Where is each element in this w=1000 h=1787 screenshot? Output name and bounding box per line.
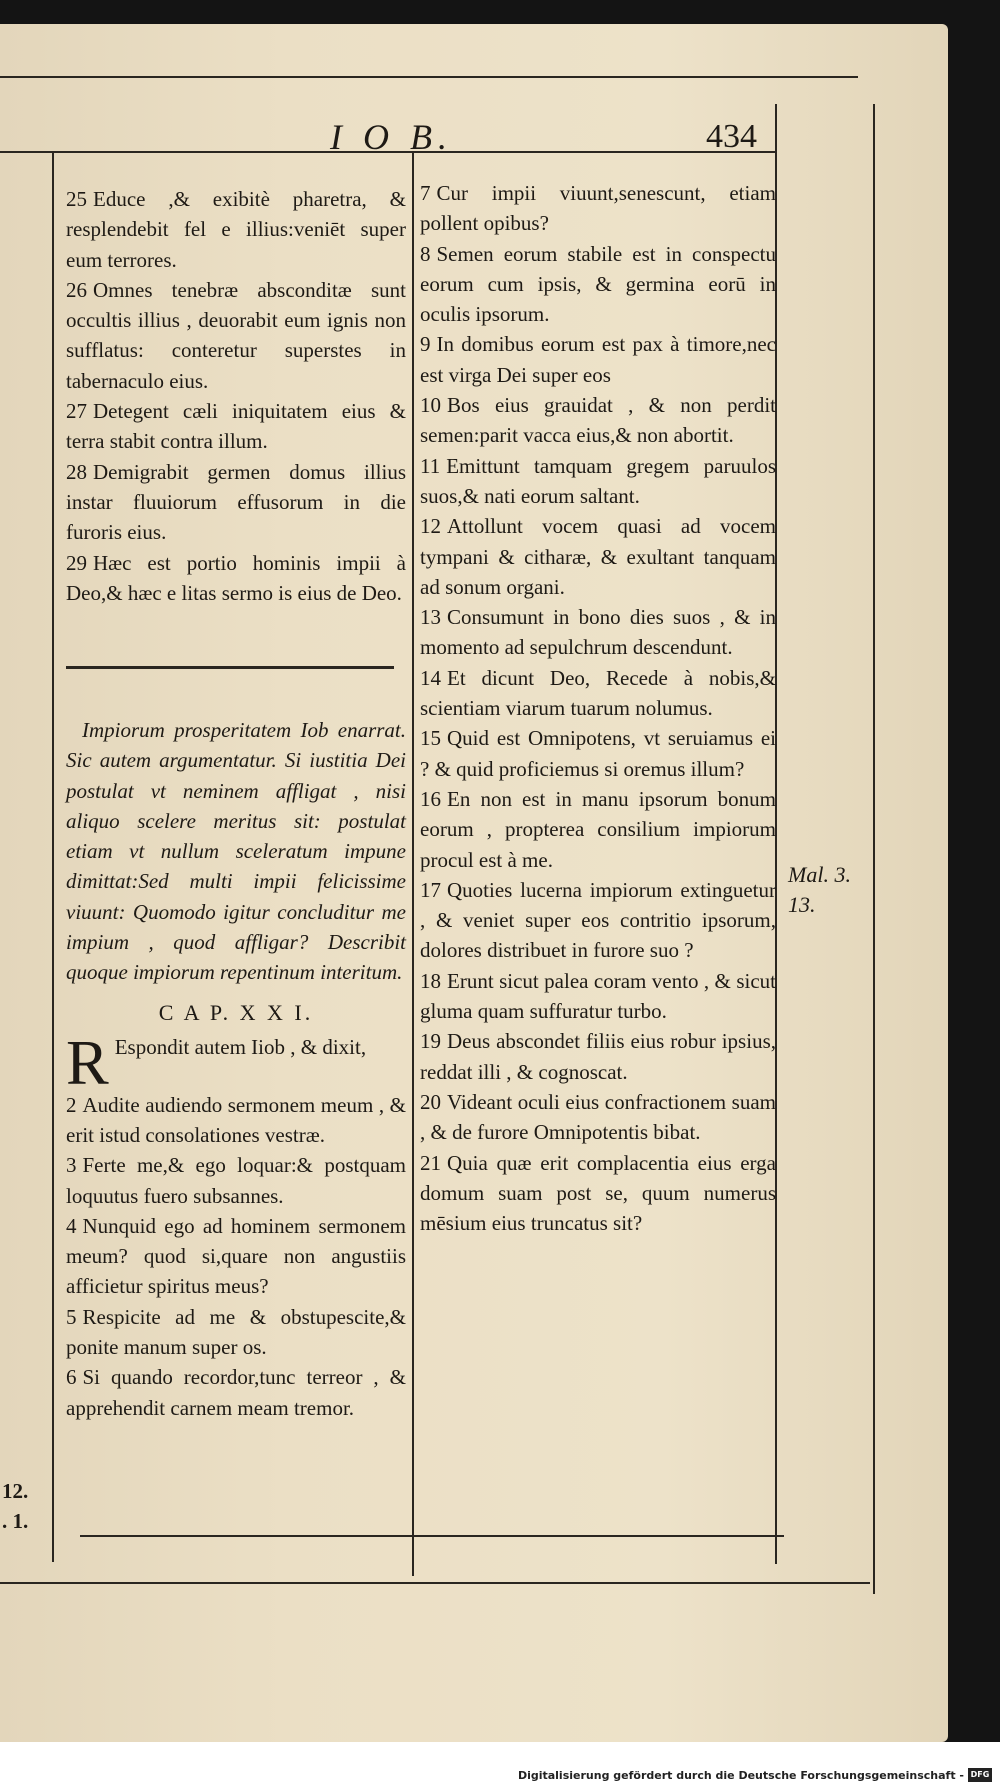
verse [66, 1362, 406, 1423]
verse [66, 457, 406, 548]
verse-number: 9 [420, 332, 431, 357]
margin-note-line: 13. [788, 892, 816, 917]
chapter-first-verse [66, 1026, 406, 1098]
verse-text: Nunquid ego ad hominem sermonem meum? quod si,quare non angustiis afficietur spiritus meus? [66, 1213, 406, 1299]
verse [420, 1026, 776, 1087]
verse [66, 1090, 406, 1151]
verse-number: 7 [420, 181, 431, 205]
left-column [66, 184, 406, 1423]
margin-note-line: . 1. [2, 1509, 29, 1533]
verse [420, 1148, 776, 1239]
verse-text: Omnes tenebræ absconditæ sunt occultis illius , deuorabit eum ignis non sufflatus: conteretur superstes in tabernaculo eius. [66, 277, 406, 393]
verse-text: In domibus eorum est pax à timore,nec est virga Dei super eos [420, 332, 776, 387]
verse-number: 12 [420, 514, 441, 539]
verse-number: 15 [420, 726, 441, 751]
verse-number: 20 [420, 1089, 441, 1114]
drop-cap: R [66, 1026, 109, 1098]
right-column [420, 178, 776, 1238]
verse [420, 239, 776, 330]
dfg-logo: DFG [968, 1768, 992, 1782]
verse [420, 511, 776, 602]
verse-number: 16 [420, 786, 441, 811]
verse-text: Et dicunt Deo, Recede à nobis,& scientiam viarum tuarum nolumus. [420, 665, 776, 721]
verse-text: Quoties lucerna impiorum extinguetur , & veniet super eos contritio ipsorum, dolores distribuet in furore suo ? [420, 877, 776, 963]
verse-text: Educe ,& exibitè pharetra, & resplendebit fel e illius:veniēt super eum terrores. [66, 187, 406, 272]
chapter-argument: Impiorum prosperitatem Iob enarrat. Sic autem argumentatur. Si iustitia Dei postulat vt neminem affligat , nisi aliquo scelere meritus sit: postulat etiam vt nullum sceleratum impune dimittat:Sed multi impii felicissime viuunt: Quomodo igitur concluditur me impium , quod affligar? Describit quoque impiorum repentinum interitum. [66, 718, 406, 985]
verse-number: 8 [420, 241, 431, 266]
verse [66, 275, 406, 396]
verse-number: 6 [66, 1365, 77, 1390]
verse-number: 13 [420, 605, 441, 630]
verse [420, 966, 776, 1027]
verse-number: 18 [420, 968, 441, 993]
verse-text: Cur impii viuunt,senescunt, etiam pollent opibus? [420, 181, 776, 236]
verse-text: Deus abscondet filiis eius robur ipsius, reddat illi , & cognoscat. [420, 1029, 776, 1084]
verse-text: Si quando recordor,tunc terreor , & apprehendit carnem meam tremor. [66, 1365, 406, 1420]
page-bottom-rule [0, 1582, 870, 1584]
book-page [0, 24, 948, 1742]
verse-number: 17 [420, 877, 441, 902]
verse [66, 1302, 406, 1363]
verse [420, 178, 776, 239]
verse [66, 184, 406, 275]
verse-number: 28 [66, 459, 87, 484]
running-head-title: I O B. [330, 117, 453, 157]
verse-text: Consumunt in bono dies suos , & in momento ad sepulchrum descendunt. [420, 605, 776, 660]
verse-text: Emittunt tamquam gregem paruulos suos,& nati eorum saltant. [420, 453, 776, 508]
margin-note-left [2, 1476, 28, 1536]
verse-text: Ferte me,& ego loquar:& postquam loquutus fuero subsannes. [66, 1153, 406, 1208]
verse-text: Erunt sicut palea coram vento , & sicut gluma quam suffuratur turbo. [420, 968, 776, 1024]
verse [66, 396, 406, 457]
verse-number: 14 [420, 665, 441, 690]
verse-text: Hæc est portio hominis impii à Deo,& hæc e litas sermo is eius de Deo. [66, 550, 406, 605]
verse-text: Bos eius grauidat , & non perdit semen:parit vacca eius,& non abortit. [420, 393, 776, 448]
verse-text: En non est in manu ipsorum bonum eorum , propterea consilium impiorum procul est à me. [420, 786, 776, 872]
verse-text: Audite audiendo sermonem meum , & erit istud consolationes vestræ. [66, 1092, 406, 1147]
verse-number: 19 [420, 1029, 441, 1054]
verse [420, 663, 776, 724]
verse [420, 390, 776, 451]
verse-number: 29 [66, 550, 87, 575]
top-rule [0, 76, 858, 78]
verse [420, 784, 776, 875]
verse-number: 21 [420, 1150, 441, 1175]
verse [420, 875, 776, 966]
verse [66, 1150, 406, 1211]
verse-text: Quia quæ erit complacentia eius erga domum suam post se, quum numerus mēsium eius truncatus sit? [420, 1150, 776, 1236]
verse [420, 451, 776, 512]
verse [420, 602, 776, 663]
margin-note-right [788, 860, 851, 920]
chapter-title: C A P. X X I. [158, 999, 314, 1025]
verse-text: Respicite ad me & obstupescite,& ponite manum super os. [66, 1304, 406, 1360]
verse [420, 329, 776, 390]
verse-number: 11 [420, 453, 441, 478]
verse-number: 26 [66, 277, 87, 302]
verse-number: 2 [66, 1092, 77, 1117]
column-divider [412, 152, 414, 1576]
margin-note-line: 12. [2, 1479, 29, 1503]
verse-text: Videant oculi eius confractionem suam , & de furore Omnipotentis bibat. [420, 1089, 776, 1145]
verse [420, 723, 776, 784]
margin-note-line: Mal. 3. [788, 862, 851, 887]
verse-text: Espondit autem Iiob , & dixit, [114, 1034, 367, 1059]
verse-text: Detegent cæli iniquitatem eius & terra stabit contra illum. [66, 399, 406, 454]
verse-number: 27 [66, 399, 87, 424]
verse-text: Quid est Omnipotens, vt seruiamus ei ? & quid proficiemus si oremus illum? [420, 726, 776, 781]
bottom-rule [80, 1535, 784, 1537]
verse [66, 548, 406, 609]
verse-number: 5 [66, 1304, 77, 1329]
verse-text: Demigrabit germen domus illius instar fluuiorum effusorum in die furoris eius. [66, 459, 406, 545]
outer-right-rule [873, 104, 875, 1594]
left-border-rule [52, 152, 54, 1562]
digitization-credit: Digitalisierung gefördert durch die Deutsche Forschungsgemeinschaft - [517, 1769, 964, 1782]
verse-number: 25 [66, 187, 87, 211]
verse [66, 1211, 406, 1302]
page-number: 434 [706, 118, 757, 155]
verse-number: 10 [420, 393, 441, 418]
verse-text: Attollunt vocem quasi ad vocem tympani & citharæ, & exultant tanquam ad sonum organi. [420, 514, 776, 599]
verse-text: Semen eorum stabile est in conspectu eorum cum ipsis, & germina eorū in oculis ipsorum. [420, 241, 776, 327]
verse-number: 4 [66, 1213, 77, 1238]
verse-number: 3 [66, 1153, 77, 1178]
verse [420, 1087, 776, 1148]
